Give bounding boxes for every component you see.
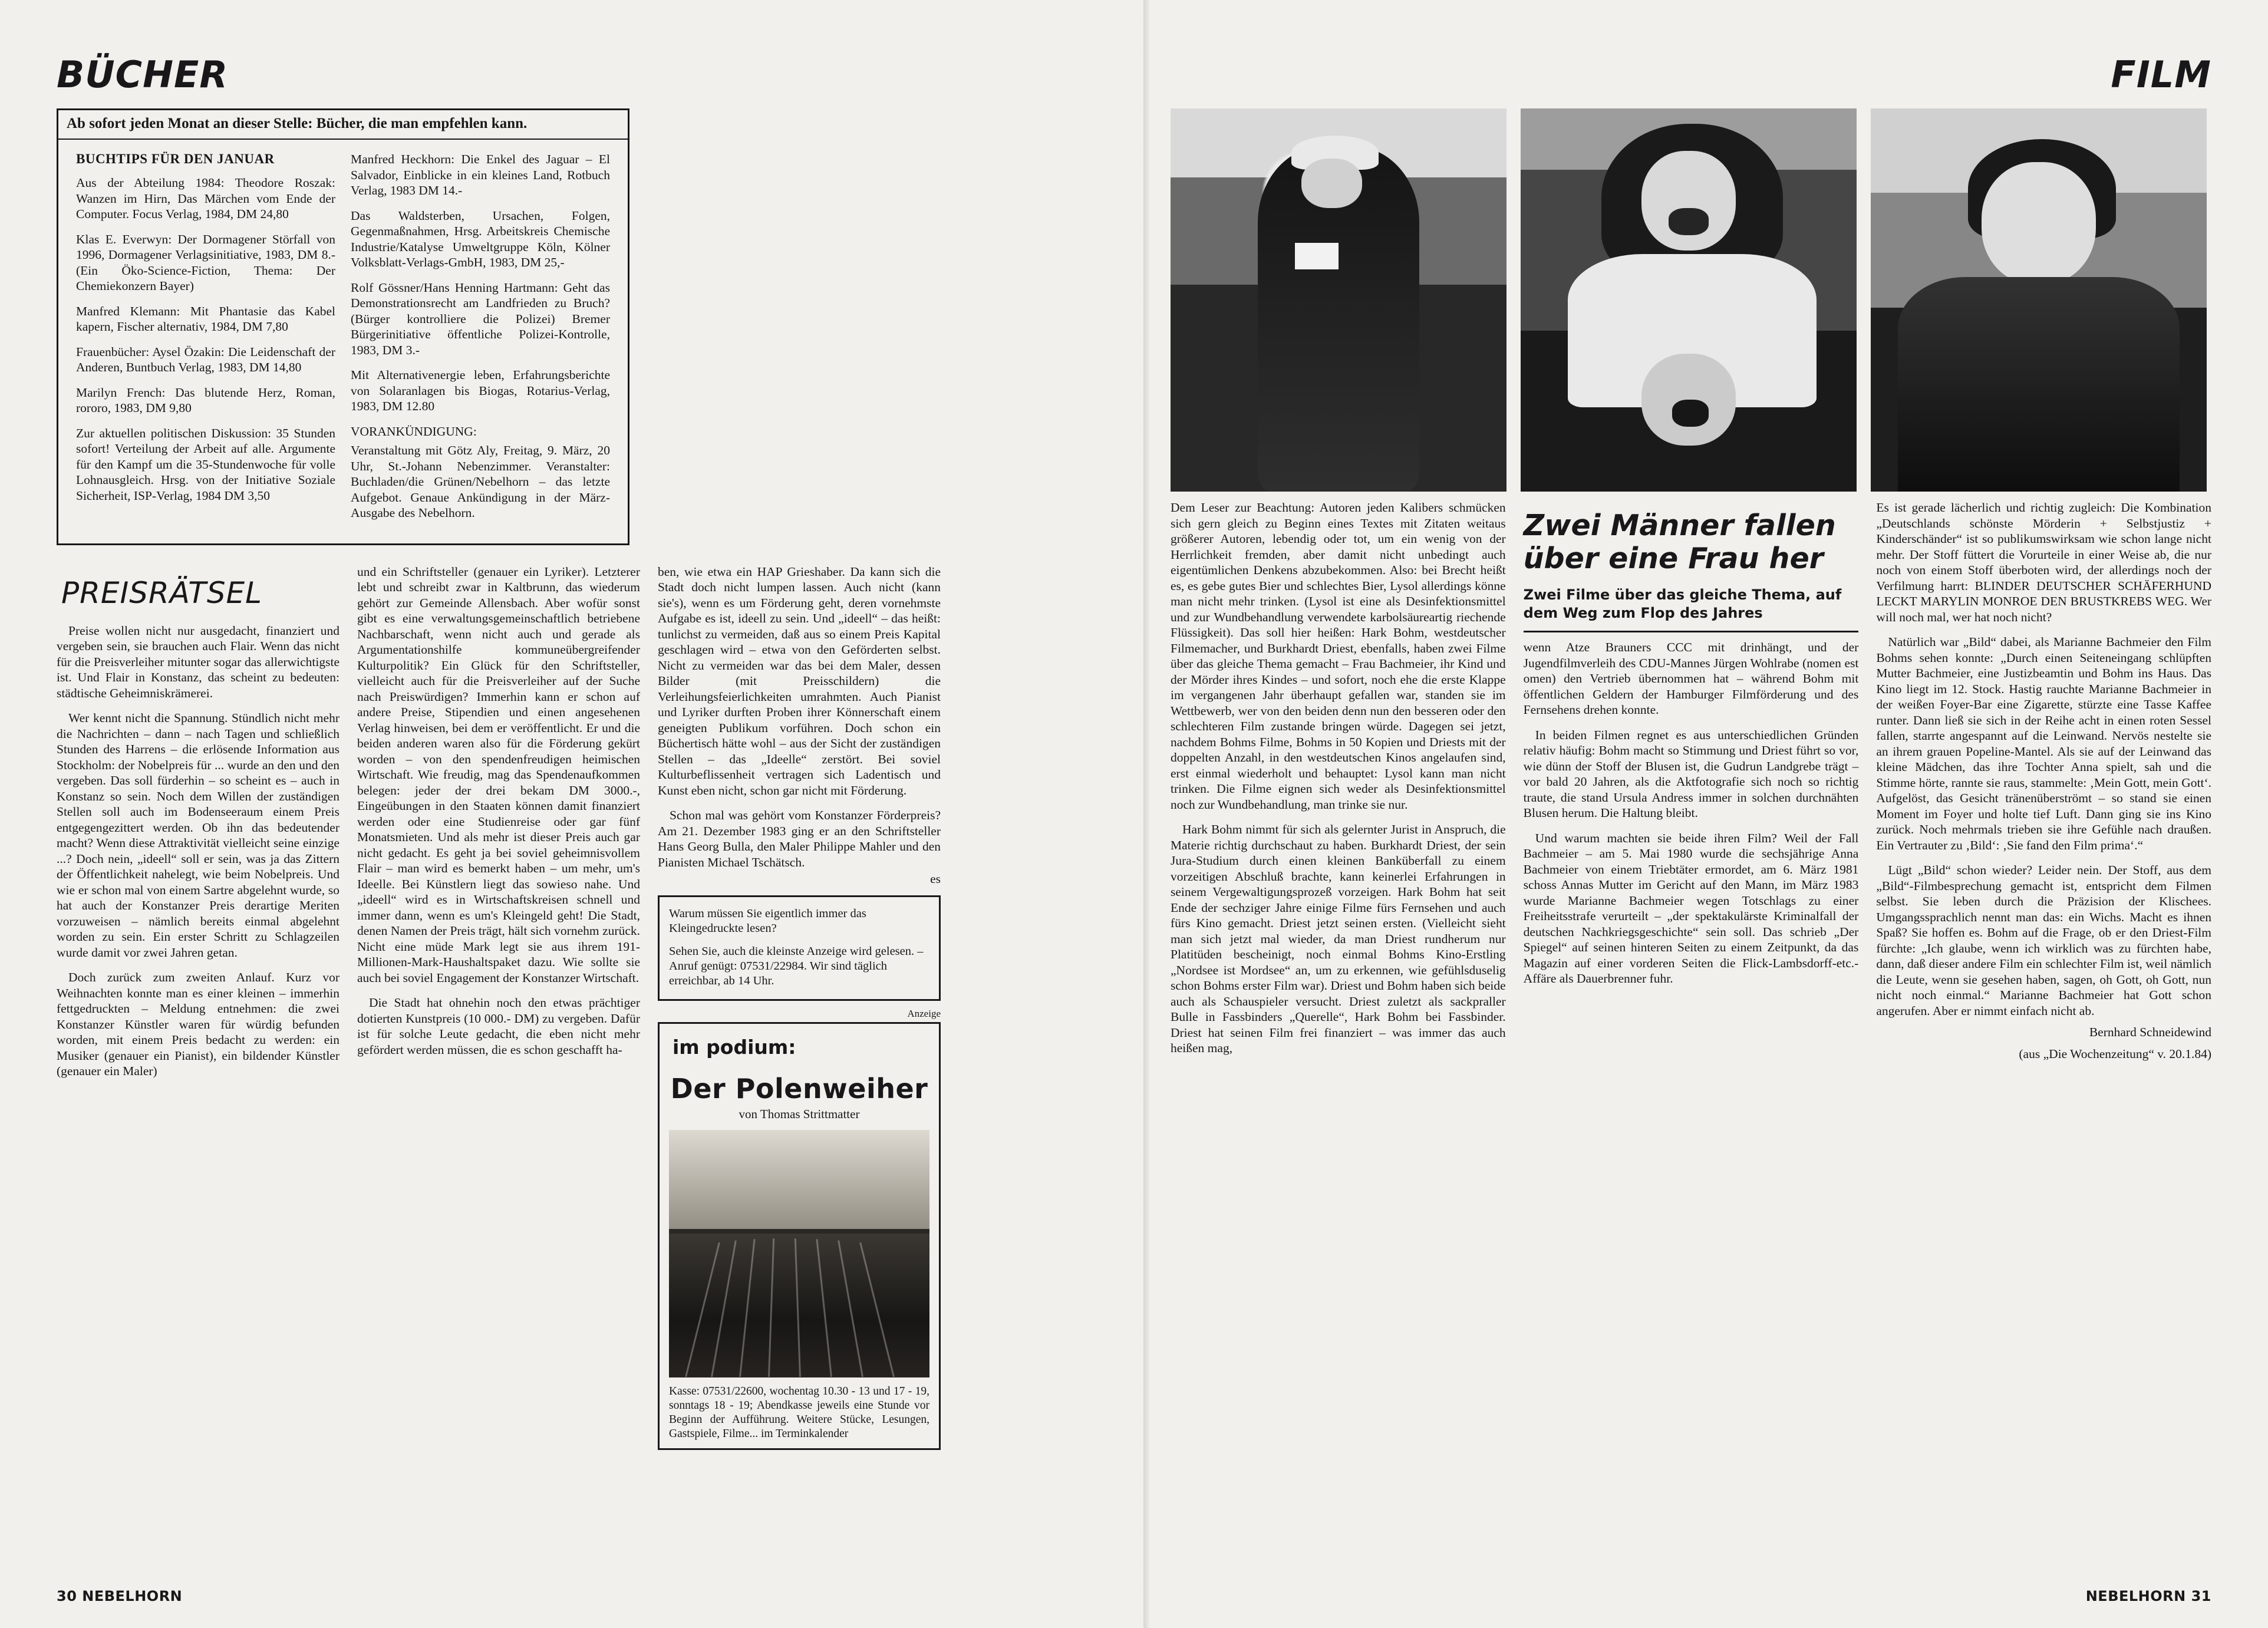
body-paragraph: Wer kennt nicht die Spannung. Stündlich nicht mehr die Nachrichten – dann – nach Tagen und schließlich Stunden des Harrens – die erlösende Information aus Stockholm: der Nobelpreis für ... wurde an den und den vergeben. Das soll fürderhin – so scheint es – auch in Konstanz so sein. Noch dem Willen der zuständigen Stellen soll auch im Bodenseeraum einem Preis entgegengezittert werden. Ob ihn das bedeutender macht? Wenn diese Attraktivität vielleicht seine einzige ...? Doch nein, „ideell“ soll er sein, was ja das Zittern der Öffentlichkeit nahelegt, wie beim Nobelpreis. Und wie er schon mal von einem Sartre abgelehnt wurde, so hat auch der Konstanzer Preis derartige Meriten vorzuweisen – nämlich bereits einmal abgelehnt worden zu sein. Ein erster Schritt zu Schlagzeilen wurde damit vor zwei Jahren getan. [57,711,339,960]
article-signature: es [930,872,941,886]
ad-question: Warum müssen Sie eigentlich immer das Kleingedruckte lesen? [669,907,866,935]
body-paragraph: wenn Atze Brauners CCC mit drinhängt, und der Jugendfilmverleih des CDU-Mannes Jürgen Wohlrabe (nomen est omen) den Vertrieb übernommen hat – während Bohm mit öffentlichen Geldern der Hamburger Filmförderung und des Fernsehens drehen konnte. [1523,640,1859,717]
body-paragraph: Schon mal was gehört vom Konstanzer Förderpreis? Am 21. Dezember 1983 ging er an den Schriftsteller Hans Georg Bulla, den Maler Philippe Mahler und den Pianisten Michael Tschätsch. [658,808,941,869]
podium-box-office-info: Kasse: 07531/22600, wochentag 10.30 - 13 und 17 - 19, sonntags 18 - 19; Abendkasse jeweils eine Stunde vor Beginn der Aufführung. Weitere Stücke, Lesungen, Gastspiele, Filme... im Terminkalender [669,1385,929,1440]
left-folio: 30 NEBELHORN [57,1588,183,1604]
body-paragraph: ben, wie etwa ein HAP Grieshaber. Da kann sich die Stadt doch nicht lumpen lassen. Auch nicht (kann sie's), wenn es um Förderung geht, deren vornehmste Aufgabe es ist, ideell zu sein. Und „ideell“ – das heißt: tunlichst zu vermeiden, daß aus so einem Preis Kapital geschlagen wird – etwa von den Geförderten selbst. Nicht zu vermeiden war das bei dem Maler, dessen Bilder (mit Preisschildern) die Verleihungsfeierlichkeiten umrahmten. Auch Pianist und Lyriker durften Proben ihrer Könnerschaft einem geneigten Publikum vorführen. Doch schon ein Büchertisch hätte wohl – aus der Sicht der zuständigen Stellen – das „Ideelle“ zerstört. Bei soviel Kulturbeflissenheit vertragen sich Ladentisch und Kunst eben nicht, schon gar nicht mit Förderung. [658,564,941,797]
buchtips-column-2 [351,151,610,530]
body-paragraph: Die Stadt hat ohnehin noch den etwas prächtiger dotierten Kunstpreis (10 000.- DM) zu vergeben. Dafür ist für solche Leute gedacht, die eben nicht mehr gefördert werden müssen, die es schon geschafft ha- [357,996,640,1057]
right-page [1143,0,2268,1628]
ad-answer: Sehen Sie, auch die kleinste Anzeige wird gelesen. – Anruf genügt: 07531/22984. Wir sind täglich erreichbar, ab 14 Uhr. [669,944,924,987]
right-folio: NEBELHORN 31 [2085,1588,2211,1604]
page-title-buecher: BÜCHER [57,53,229,96]
body-paragraph: Es ist gerade lächerlich und richtig zugleich: Die Kombination „Deutschlands schönste Mörderin + Selbstjustiz + Kinderschänder“ ist so publikumswirksam wie schon lange nicht mehr. Der Stoff füttert die Vorurteile in einer Weise ab, die nur noch von einem Stoff überboten wird, der allerdings noch der Verfilmung harrt: BLINDER DEUTSCHER SCHÄFERHUND LECKT MARYLIN MONROE DEN BRUSTKREBS WEG. Wer will noch mal, wer hat noch nicht? [1876,500,2212,624]
author-source: (aus „Die Wochenzeitung“ v. 20.1.84) [2019,1046,2212,1061]
photo-man-with-child [1171,108,1506,492]
body-paragraph: Dem Leser zur Beachtung: Autoren jeden Kalibers schmücken sich gern gleich zu Beginn eines Textes mit Zitaten weitaus größerer Autoren, lebendig oder tot, um ein wenig von der Herrlichkeit fremden, aber damit nicht unbedingt auch eigentümlichen Denkens abzubekommen. Also: bei Brecht heißt es, es gebe gutes Bier und schlechtes Bier, Lysol allerdings könne man nicht mehr trinken. (Lysol ist eine als Desinfektionsmittel und zur Wundbehandlung verwendete karbolsäureartig riechende Flüssigkeit). Das soll hier heißen: Hark Bohm, westdeutscher Filmemacher, und Burkhardt Driest, ebenfalls, haben zwei Filme über das gleiche Thema gemacht – Frau Bachmeier, ihr Kind und der Mörder ihres Kindes – und sofort, noch ehe die erste Klappe im vergangenen Jahr überhaupt gefallen war, standen sie im Wettbewerb, wer von den beiden denn nun den besseren oder den schlechteren Film zustande bringen würde. Dagegen sei jetzt, nachdem Bohms Filme, Bohms in 50 Kopien und Driests mit der doppelten Anzahl, in den westdeutschen Kinos angelaufen sind, erst einmal wiederholt und behauptet: Lysol kann man nicht trinken. Die Filme eignen sich weder als Desinfektionsmittel noch zur Wundbehandlung, man trinke sie nur. [1171,500,1506,812]
buchtips-column-1 [76,151,335,530]
article-headline: Zwei Männer fallen über eine Frau her [1523,509,1836,575]
preisraetsel-title: PREISRÄTSEL [61,575,263,610]
body-paragraph: und ein Schriftsteller (genauer ein Lyriker). Letzterer lebt und schreibt zwar in Kaltbrunn, das wiederum gehört zur Gemeinde Allensbach. Aber wofür sonst gibt es eine verwaltungsgemeinschaftlich betriebene Nachbarschaft, wenn nicht auch und gerade als Argumentationshilfe kommuneübergreifender Kulturpolitik? Ein Glück für den Schriftsteller, vielleicht auch für die Preisverleiher auf der Suche nach Preiswürdigen? Immerhin kann er schon auf andere Preise, Stipendien und einen angesehenen Verlag hinweisen, bei dem er veröffentlicht. Er und die beiden anderen waren also für die Förderung gekürt worden – von den spendenfreudigen heimischen Wirtschaft. Wie freudig, mag das Spendenaufkommen belegen: jeder der drei bekam DM 3000.-, Eingeübungen in den Staaten können damit finanziert werden oder eine Studienreise oder gar fünf Monatsmieten. Und als mehr ist dieser Preis auch gar nicht gedacht. Es geht ja bei soviel geheimnisvollem Flair – man wird es bemerkt haben – um mehr, um's Ideelle. Bei Künstlern liegt das sowieso nahe. Und „ideell“ wird es in Wirtschaftskreisen schnell und immer dann, wenn es um's Kleingeld geht! Die Stadt, denen Namen der Preis trägt, hält sich vornehm zurück. Nicht eine müde Mark legt sie aus ihrem 191-Millionen-Mark-Haushaltspaket dazu. Wie sollte sie auch bei soviel Engagement der Konstanzer Wirtschaft. [357,564,640,985]
anzeige-label: Anzeige [907,1007,941,1019]
buchtip-entry: Marilyn French: Das blutende Herz, Roman, rororo, 1983, DM 9,80 [76,385,335,415]
preisraetsel-column-3 [658,561,941,1450]
buchtip-entry: Aus der Abteilung 1984: Theodore Roszak: Wanzen im Hirn, Das Märchen vom Ende der Computer. Focus Verlag, 1984, DM 24,80 [76,176,335,221]
body-paragraph: Und warum machten sie beide ihren Film? Weil der Fall Bachmeier – am 5. Mai 1980 wurde die sechsjährige Anna Bachmeier von einem Triebtäter ermordet, am 6. März 1981 schoss Annas Mutter im Gericht auf den Mann, im März 1983 wurde Marianne Bachmeier wegen Totschlags zu einer Freiheitsstrafe verurteilt – „der spektakulärste Kriminalfall der deutschen Nachkriegsgeschichte“ sein soll. Das schrieb „Der Spiegel“ auf seinen hinteren Seiten zu einem Zeitpunkt, da das Magazin auf einer vorderen Seiten die Flick-Lambsdorff-etc.-Affäre als Dauerbrenner fuhr. [1523,831,1859,986]
column-rule [1524,631,1859,632]
preisraetsel-column-1 [57,561,339,1450]
buchtips-box [57,108,629,545]
film-column-3 [1876,500,2211,1062]
buchtip-entry: Manfred Klemann: Mit Phantasie das Kabel kapern, Fischer alternativ, 1984, DM 7,80 [76,304,335,334]
photo-man-portrait [1871,108,2207,492]
buchtip-entry: Rolf Gössner/Hans Henning Hartmann: Geht das Demonstrationsrecht am Landfrieden zu Bruch? (Bürger kontrolliere die Polizei) Bremer Bürgerinitiative öffentliche Polizei-Kontrolle, 1983, DM 3.- [351,280,610,357]
podium-field-photo [669,1130,929,1377]
page-title-film: FILM [2111,53,2211,96]
buchtip-entry: Das Waldsterben, Ursachen, Folgen, Gegenmaßnahmen, Hrsg. Arbeitskreis Chemische Industrie/Katalyse Umweltgruppe Köln, Kölner Volksblatt-Verlags-GmbH, 1983, DM 25,- [351,208,610,269]
film-column-2 [1524,500,1859,1062]
podium-advertisement[interactable] [658,1022,941,1450]
film-column-1 [1171,500,1506,1062]
vorankuendigung-label: VORANKÜNDIGUNG: [351,424,477,439]
buchtip-entry: Mit Alternativenergie leben, Erfahrungsberichte von Solaranlagen bis Biogas, Rotarius-Verlag, 1983, DM 12.80 [351,368,610,413]
buchtip-entry: Klas E. Everwyn: Der Dormagener Störfall von 1996, Dormagener Verlagsinitiative, 1983, DM 8.- (Ein Öko-Science-Fiction, Thema: Der Chemiekonzern Bayer) [76,232,335,293]
body-paragraph: Hark Bohm nimmt für sich als gelernter Jurist in Anspruch, die Materie richtig durchschaut zu haben. Burkhardt Driest, der sein Jura-Studium durch einen kleinen Banküberfall zu einem vorzeitigen Abschluß brachte, kann keinerlei Erfahrungen in seinem Vergewaltigungsprozeß vorzeigen. Hark Bohm hat seit Ende der sechziger Jahre einige Filme fürs Fernsehen und auch fürs Kino gemacht. Driest jetzt seinen ersten. (Vielleicht sieht man sich jetzt mal wieder, da man Driest rundherum nur Platitüden bescheinigt, noch einmal Bohms Kino-Erstling „Nordsee ist Mordsee“ an, um zu erkennen, wie gefühlsduselig schon Bohms erster Film war). Driest und Bohm haben sich beide auch als Schauspieler versucht. Driest zuletzt als sackpraller Bulle in Fassbinders „Querelle“, Hark Bohm bei Fassbinder. Driest hat seinen Film frei finanziert – was immer das auch heißen mag, [1171,822,1506,1055]
podium-brand: im podium: [673,1035,796,1059]
podium-play-title: Der Polenweiher [670,1072,928,1105]
podium-play-author: von Thomas Strittmatter [739,1106,860,1121]
photo-woman-and-children [1521,108,1857,492]
buchtips-banner: Ab sofort jeden Monat an dieser Stelle: Bücher, die man empfehlen kann. [58,110,628,140]
buchtip-entry: Veranstaltung mit Götz Aly, Freitag, 9. März, 20 Uhr, St.-Johann Nebenzimmer. Veranstalter: Buchladen/die Grünen/Nebelhorn – das letzte Aufgebot. Genaue Ankündigung in der März-Ausgabe des Nebelhorn. [351,443,610,520]
body-paragraph: Lügt „Bild“ schon wieder? Leider nein. Der Stoff, aus dem „Bild“-Filmbesprechung gemacht ist, entspricht dem Filmen selbst. Sie leben durch die Präzision der Klischees. Umgangssprachlich nennt man das: ein Wichs. Macht es ihnen Spaß? Sie hoffen es. Bohm auf die Frage, ob er den Driest-Film fürchte: „Ich glaube, wenn ich wirklich was zu fürchten habe, dann, daß dieser andere Film ein schlechter Film ist, weil nämlich die Leute, wenn sie gesehen haben, sagen, oh Gott, oh Gott, nun nicht noch einmal.“ Marianne Bachmeier hat Gott schon angerufen. Aber er nimmt einfach nicht ab. [1876,863,2212,1018]
body-paragraph: Preise wollen nicht nur ausgedacht, finanziert und vergeben sein, sie brauchen auch Flair. Wenn das nicht für die Preisverleiher mitunter sogar das allerwichtigste ist. Und Flair in Konstanz, das scheint zu bedeuten: städtische Geheimniskrämerei. [57,623,339,700]
buchtip-entry: Zur aktuellen politischen Diskussion: 35 Stunden sofort! Verteilung der Arbeit auf alle. Argumente für den Kampf um die 35-Stundenwoche für volle Lohnausgleich. Hrsg. von der Initiative Soziale Sicherheit, ISP-Verlag, 1984 DM 3,50 [76,426,335,503]
body-paragraph: Natürlich war „Bild“ dabei, als Marianne Bachmeier den Film Bohms sehen konnte: „Durch einen Seiteneingang schlüpften Mutter Bachmeier, eine Justizbeamtin und Bohm ins Haus. Das Kino liegt im 12. Stock. Hastig rauchte Marianne Bachmeier in der weißen Foyer-Bar eine Zigarette, stürzte eine Tasse Kaffee runter. Dann ließ sie sich in der Reihe acht in einen roten Sessel fallen, starrte angespannt auf die Leinwand. Nervös nestelte sie an ihrem grauen Popeline-Mantel. Als sie auf der Leinwand das kleine Mädchen, das ihre Tochter Anna spielt, sah und die Stimme hörte, rannte sie raus, stammelte: ‚Mein Gott, mein Gott‘. Aufgelöst, das Gesicht tränenüberströmt – so stand sie einen Moment im Foyer und holte tief Luft. Dann ging sie ins Kino zurück. Noch mehrmals trieben sie ihre Gefühle nach draußen. Ein Vertrauter zu ‚Bild‘: ‚Sie fand den Film prima‘.“ [1876,635,2212,852]
article-subhead: Zwei Filme über das gleiche Thema, auf dem Weg zum Flop des Jahres [1523,586,1842,621]
author-name: Bernhard Schneidewind [2089,1025,2212,1039]
body-paragraph: Doch zurück zum zweiten Anlauf. Kurz vor Weihnachten konnte man es einer kleinen – immerhin fettgedruckten – Meldung entnehmen: die zwei Konstanzer Künstler waren für würdig befunden worden, mit einem Preis bedacht zu werden: ein Musiker (genauer ein Pianist), ein bildender Künstler (genauer ein Maler) [57,970,339,1078]
body-paragraph: In beiden Filmen regnet es aus unterschiedlichen Gründen relativ häufig: Bohm macht so Stimmung und Driest führt so vor, wie dünn der Stoff der Blusen ist, die Gudrun Landgrebe trägt – vor bald 20 Jahren, als die Aktfotografie sich noch so richtig traute, die stand Ursula Andress immer in solchen durchnähten Blusen herum. Die Haltung bleibt. [1523,727,1859,820]
kleingedrucktes-ad [658,895,941,1001]
preisraetsel-column-2 [357,561,640,1450]
buchtip-entry: Manfred Heckhorn: Die Enkel des Jaguar – El Salvador, Einblicke in ein kleines Land, Rotbuch Verlag, 1983 DM 14.- [351,152,610,197]
buchtip-entry: Frauenbücher: Aysel Özakin: Die Leidenschaft der Anderen, Buntbuch Verlag, 1983, DM 14,80 [76,344,335,374]
buchtips-title: BUCHTIPS FÜR DEN JANUAR [76,151,275,166]
film-photo-row [1171,108,2211,492]
